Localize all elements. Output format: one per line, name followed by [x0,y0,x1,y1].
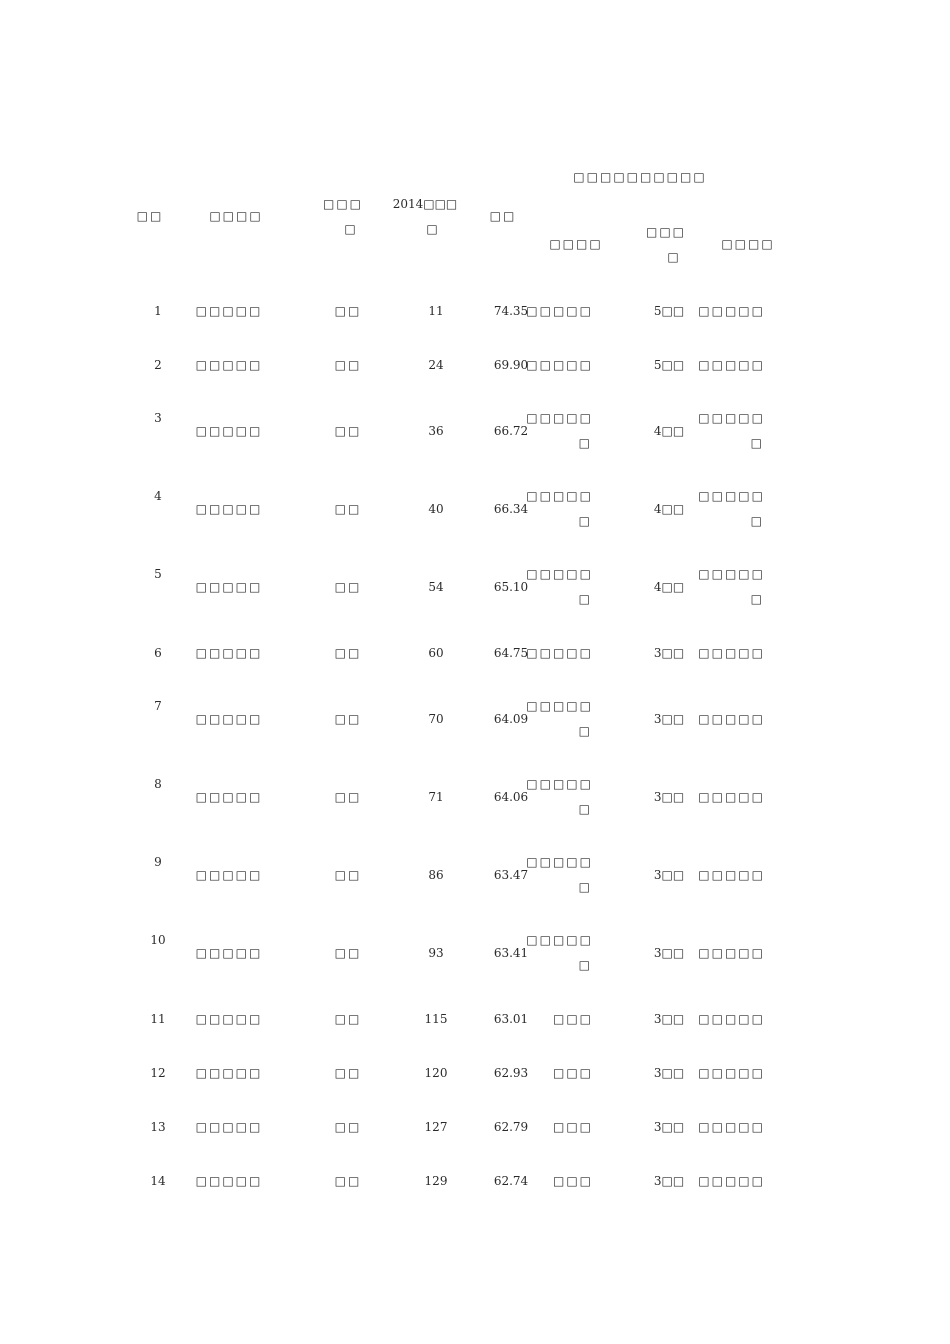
row-score: 66.72 [493,424,529,438]
row-rank: 86 [428,868,444,882]
row-stars: 3□□ [653,712,685,726]
row-score: 74.35 [493,304,529,318]
row-name: □□□□□ [195,868,263,882]
row-name: □□□□□ [195,646,263,660]
row-score: 64.09 [493,712,529,726]
row-eval-line2: □ [578,436,590,450]
row-eval-line1: □□□□□ [526,567,593,581]
row-level: □□□□□ [698,358,765,372]
row-type: □□ [334,424,362,438]
row-name: □□□□□ [195,712,263,726]
row-score: 69.90 [493,358,529,372]
header-group-title: □□□□□□□□□□ [573,170,707,184]
row-type: □□ [334,502,362,516]
row-no: 3 [154,411,162,425]
row-name: □□□□□ [195,502,263,516]
row-level-line2: □ [750,514,762,528]
row-eval: □□□ [552,1066,593,1080]
row-stars: 3□□ [653,946,685,960]
row-no: 1 [154,304,162,318]
row-name: □□□□□ [195,358,263,372]
row-no: 4 [154,489,162,503]
row-name: □□□□□ [195,1174,263,1188]
row-level: □□□□□ [698,1174,765,1188]
row-level: □□□□□ [698,646,765,660]
row-rank: 93 [428,946,444,960]
row-level: □□□□□ [698,868,765,882]
row-stars: 3□□ [653,1120,685,1134]
row-eval-line1: □□□□□ [526,411,593,425]
row-eval-line1: □□□□□ [526,933,593,947]
row-rank: 11 [428,304,444,318]
row-score: 64.06 [493,790,529,804]
row-score: 63.41 [493,946,529,960]
row-no: 5 [154,567,162,581]
row-eval-line1: □□□□□ [526,855,593,869]
row-level: □□□□□ [698,1012,765,1026]
row-stars: 3□□ [653,646,685,660]
row-rank: 70 [428,712,444,726]
row-type: □□ [334,868,362,882]
row-no: 13 [150,1120,166,1134]
row-name: □□□□□ [195,580,263,594]
row-no: 6 [154,646,162,660]
row-stars: 4□□ [653,502,685,516]
row-eval: □□□□□ [526,646,593,660]
row-eval-line1: □□□□□ [526,777,593,791]
row-eval-line2: □ [578,802,590,816]
row-rank: 40 [428,502,444,516]
row-name: □□□□□ [195,304,263,318]
header-sub-level: □□□□ [721,237,775,251]
row-type: □□ [334,946,362,960]
row-stars: 3□□ [653,1066,685,1080]
row-rank: 120 [424,1066,448,1080]
row-stars: 5□□ [653,358,685,372]
row-no: 2 [154,358,162,372]
header-sub-eval: □□□□ [549,237,603,251]
row-name: □□□□□ [195,424,263,438]
row-type: □□ [334,646,362,660]
header-no: □□ [136,209,164,223]
row-level: □□□□□ [698,1120,765,1134]
row-rank: 129 [424,1174,448,1188]
row-rank: 24 [428,358,444,372]
row-no: 14 [150,1174,166,1188]
row-rank: 127 [424,1120,448,1134]
row-level-line2: □ [750,592,762,606]
row-no: 12 [150,1066,166,1080]
row-stars: 3□□ [653,868,685,882]
row-stars: 4□□ [653,580,685,594]
row-stars: 3□□ [653,1174,685,1188]
row-rank: 60 [428,646,444,660]
row-stars: 3□□ [653,1012,685,1026]
row-rank: 54 [428,580,444,594]
row-name: □□□□□ [195,1012,263,1026]
row-level-line1: □□□□□ [698,411,765,425]
row-eval: □□□ [552,1120,593,1134]
row-type: □□ [334,1066,362,1080]
row-level-line1: □□□□□ [698,567,765,581]
row-name: □□□□□ [195,946,263,960]
row-eval: □□□□□ [526,358,593,372]
row-eval-line1: □□□□□ [526,489,593,503]
row-level: □□□□□ [698,1066,765,1080]
row-eval: □□□ [552,1174,593,1188]
header-year-line2: □ [426,222,438,236]
row-eval: □□□□□ [526,304,593,318]
row-eval-line2: □ [578,724,590,738]
row-name: □□□□□ [195,790,263,804]
header-score: □□ [489,209,517,223]
row-no: 9 [154,855,162,869]
header-name: □□□□ [209,209,263,223]
row-type: □□ [334,1174,362,1188]
row-eval-line1: □□□□□ [526,699,593,713]
row-level-line2: □ [750,436,762,450]
row-type: □□ [334,358,362,372]
row-type: □□ [334,580,362,594]
row-no: 10 [150,933,166,947]
row-eval-line2: □ [578,880,590,894]
row-type: □□ [334,1012,362,1026]
row-type: □□ [334,1120,362,1134]
row-no: 8 [154,777,162,791]
row-score: 64.75 [493,646,529,660]
row-score: 62.93 [493,1066,529,1080]
row-score: 62.74 [493,1174,529,1188]
row-name: □□□□□ [195,1066,263,1080]
row-level-line1: □□□□□ [698,489,765,503]
row-type: □□ [334,304,362,318]
row-score: 63.01 [493,1012,529,1026]
row-score: 62.79 [493,1120,529,1134]
row-name: □□□□□ [195,1120,263,1134]
row-rank: 115 [424,1012,448,1026]
row-eval-line2: □ [578,514,590,528]
row-rank: 71 [428,790,444,804]
row-score: 66.34 [493,502,529,516]
header-year-line1: 2014□□□ [392,197,458,211]
row-level: □□□□□ [698,712,765,726]
row-stars: 5□□ [653,304,685,318]
row-no: 11 [150,1012,166,1026]
header-col3-line2: □ [344,222,356,236]
header-col3-line1: □□□ [322,197,364,211]
row-eval: □□□ [552,1012,593,1026]
row-no: 7 [154,699,162,713]
row-stars: 4□□ [653,424,685,438]
row-type: □□ [334,712,362,726]
header-sub-stars-line2: □ [667,250,679,264]
row-level: □□□□□ [698,790,765,804]
row-score: 65.10 [493,580,529,594]
row-rank: 36 [428,424,444,438]
header-sub-stars-line1: □□□ [645,225,687,239]
row-score: 63.47 [493,868,529,882]
row-type: □□ [334,790,362,804]
row-level: □□□□□ [698,946,765,960]
row-level: □□□□□ [698,304,765,318]
row-stars: 3□□ [653,790,685,804]
row-eval-line2: □ [578,958,590,972]
row-eval-line2: □ [578,592,590,606]
